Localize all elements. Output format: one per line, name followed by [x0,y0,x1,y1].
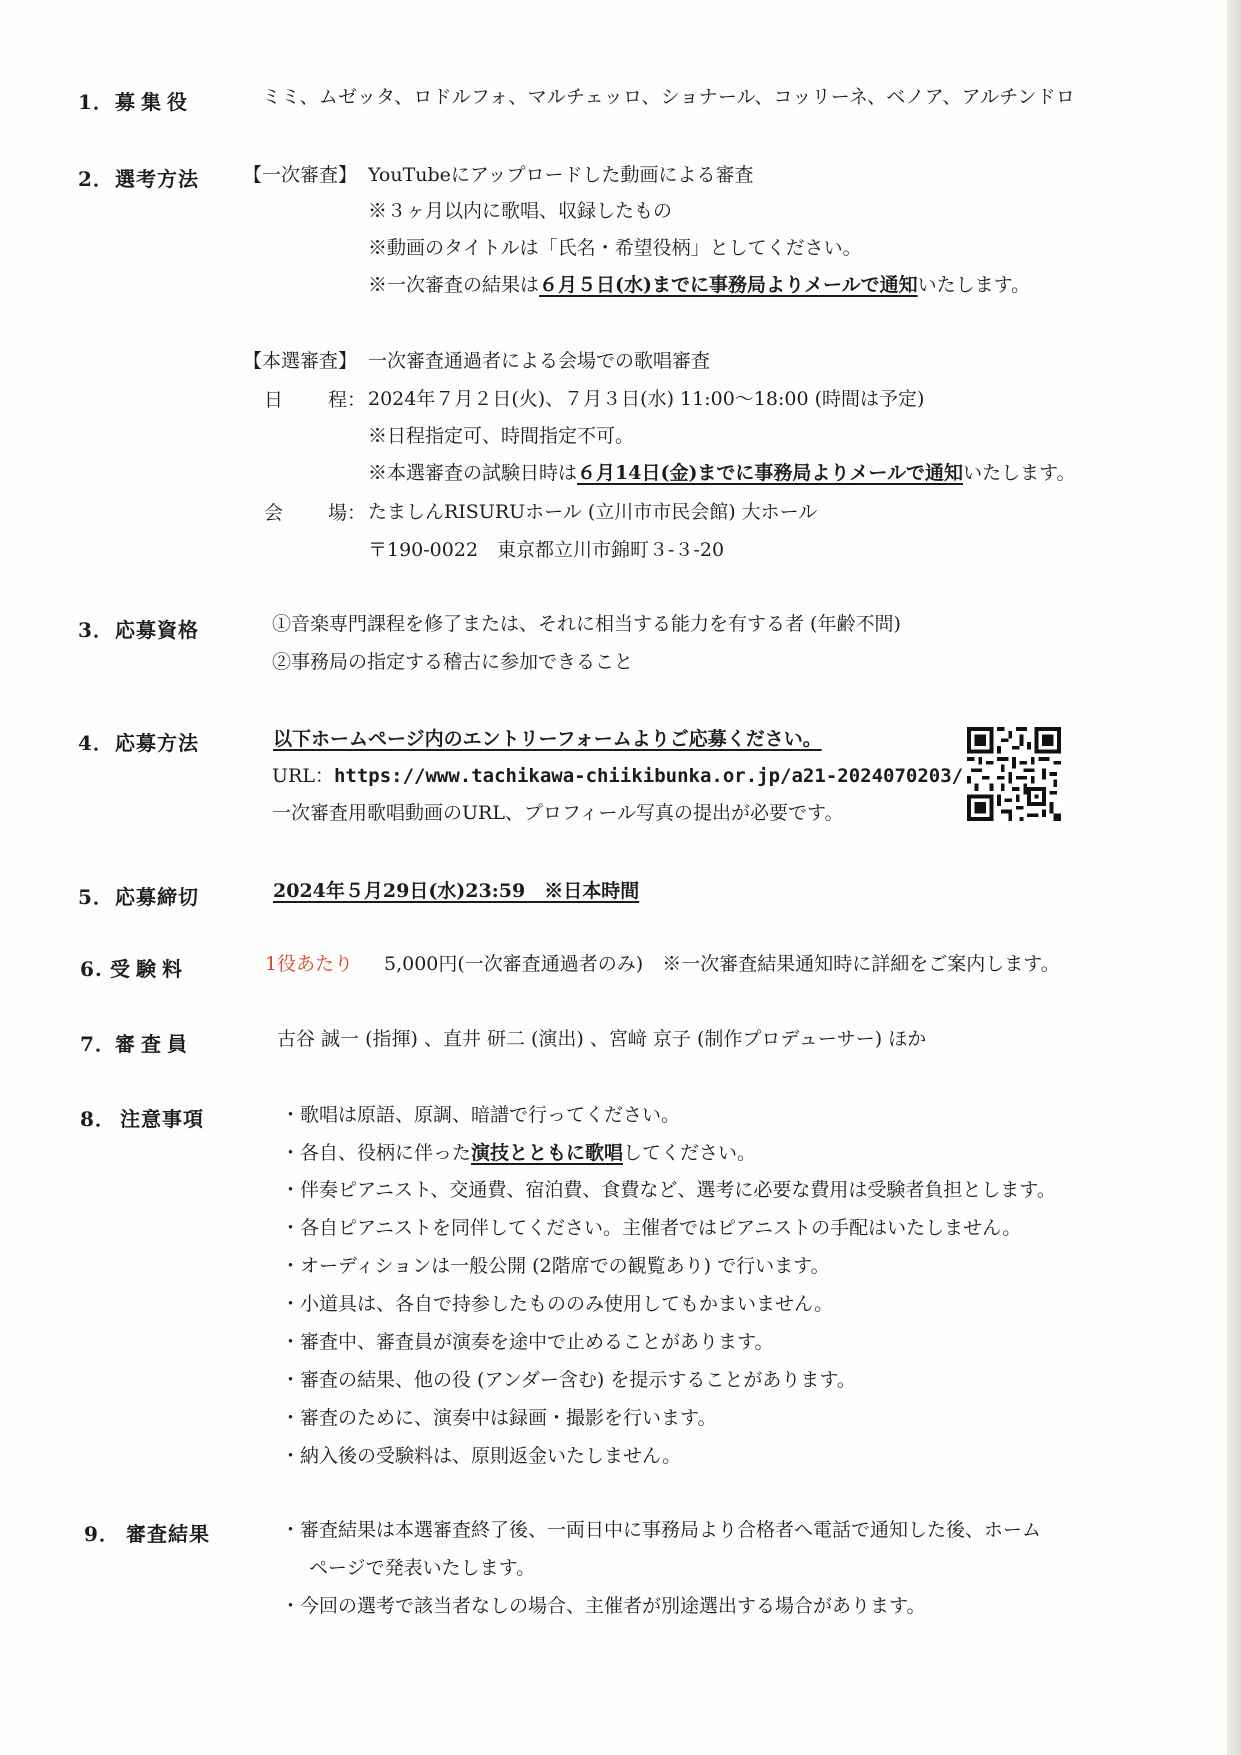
section-3-number: 3． [78,618,114,642]
section-4-number: 4． [78,731,114,755]
application-deadline: 2024年５月29日(水)23:59 ※日本時間 [273,880,640,902]
section-8-number: 8． [80,1107,116,1131]
section-5-number: 5． [78,885,114,909]
section-6-heading: 受験料 [110,957,188,981]
section-5-heading: 応募締切 [115,885,199,909]
entry-form-instruction[interactable]: 以下ホームページ内のエントリーフォームよりご応募ください。 [273,728,822,750]
venue-name: たましんRISURUホール (立川市市民会館) 大ホール [368,501,818,523]
section-2-number: 2． [78,167,114,191]
first-review-label: 【一次審査】 [243,164,358,186]
section-1-number: 1． [78,90,114,114]
section-7-heading: 審査員 [115,1032,193,1056]
first-review-note-3-pre: ※一次審査の結果は [368,274,540,296]
result-note-1a: ・審査結果は本選審査終了後、一両日中に事務局より合格者へ電話で通知した後、ホーム [281,1519,1042,1541]
section-2-heading: 選考方法 [115,167,199,191]
final-review-date-note-2 [368,460,1076,486]
final-schedule-deadline: ６月14日(金)までに事務局よりメールで通知 [577,462,964,484]
note-2-post: してください。 [623,1142,757,1164]
first-review-note-3-post: いたします。 [917,274,1031,296]
first-review-note-2: ※動画のタイトルは「氏名・希望役柄」としてください。 [368,237,862,259]
entry-url-link[interactable]: https://www.tachikawa-chiikibunka.or.jp/a21-2024070203/ [333,765,964,787]
venue-label-2: 場： [328,502,367,524]
note-2-pre: ・各自、役柄に伴った [281,1142,472,1164]
date-label-2: 程： [328,389,367,411]
exam-fee: 5,000円(一次審査通過者のみ) ※一次審査結果通知時に詳細をご案内します。 [384,953,1060,975]
section-9-number: 9． [84,1522,120,1546]
first-review-note-1: ※３ヶ月以内に歌唱、収録したもの [368,200,673,222]
note-5: ・オーディションは一般公開 (2階席での観覧あり) で行います。 [281,1255,830,1277]
final-review-date-note-2-post: いたします。 [963,462,1076,484]
venue-address: 〒190-0022 東京都立川市錦町３-３-20 [368,539,725,561]
date-label-1: 日 [264,389,284,411]
final-review-date-note-2-pre: ※本選審査の試験日時は [368,462,578,484]
first-review-note-3 [368,272,1030,298]
page-edge-shadow [1227,0,1241,1755]
fee-per-role-label: 1役あたり [265,953,354,975]
note-2-emphasis: 演技とともに歌唱 [471,1142,624,1164]
qualification-1: ①音楽専門課程を修了または、それに相当する能力を有する者 (年齢不問) [272,613,901,635]
section-8-heading: 注意事項 [120,1107,204,1131]
section-9-heading: 審査結果 [126,1522,210,1546]
result-note-1b: ページで発表いたします。 [309,1557,536,1579]
final-review-date-note-1: ※日程指定可、時間指定不可。 [368,425,635,447]
note-9: ・審査のために、演奏中は録画・撮影を行います。 [281,1407,717,1429]
judges-list: 古谷 誠一 (指揮) 、直井 研二 (演出) 、宮﨑 京子 (制作プロデューサー) ほか [277,1028,927,1050]
qualification-2: ②事務局の指定する稽古に参加できること [272,651,634,673]
note-3: ・伴奏ピアニスト、交通費、宿泊費、食費など、選考に必要な費用は受験者負担とします。 [281,1179,1056,1201]
section-7-number: 7． [80,1032,116,1056]
first-review-text: YouTubeにアップロードした動画による審査 [368,164,754,186]
final-review-date: 2024年７月２日(火)、７月３日(水) 11:00～18:00 (時間は予定) [368,388,925,410]
section-6-number: 6. [80,957,103,981]
qr-code-icon[interactable] [967,727,1061,821]
note-7: ・審査中、審査員が演奏を途中で止めることがあります。 [281,1331,774,1353]
section-4-heading: 応募方法 [115,731,199,755]
note-2 [281,1140,756,1166]
first-result-deadline: ６月５日(水)までに事務局よりメールで通知 [539,274,918,296]
note-8: ・審査の結果、他の役 (アンダー含む) を提示することがあります。 [281,1369,856,1391]
note-6: ・小道具は、各自で持参したもののみ使用してもかまいません。 [281,1293,834,1315]
note-4: ・各自ピアニストを同伴してください。主催者ではピアニストの手配はいたしません。 [281,1217,1022,1239]
url-row [272,763,963,789]
final-review-label: 【本選審査】 [243,350,358,372]
note-10: ・納入後の受験料は、原則返金いたしません。 [281,1445,682,1467]
result-note-2: ・今回の選考で該当者なしの場合、主催者が別途選出する場合があります。 [281,1595,926,1617]
url-label: URL： [272,765,334,787]
venue-label-1: 会 [264,502,284,524]
section-1-heading: 募集役 [115,90,193,114]
final-review-text: 一次審査通過者による会場での歌唱審査 [368,350,711,372]
roles-list: ミミ、ムゼッタ、ロドルフォ、マルチェッロ、ショナール、コッリーネ、ベノア、アルチンドロ [262,86,1076,108]
note-1: ・歌唱は原語、原調、暗譜で行ってください。 [281,1104,681,1126]
section-3-heading: 応募資格 [115,618,199,642]
submission-requirements: 一次審査用歌唱動画のURL、プロフィール写真の提出が必要です。 [272,802,844,824]
